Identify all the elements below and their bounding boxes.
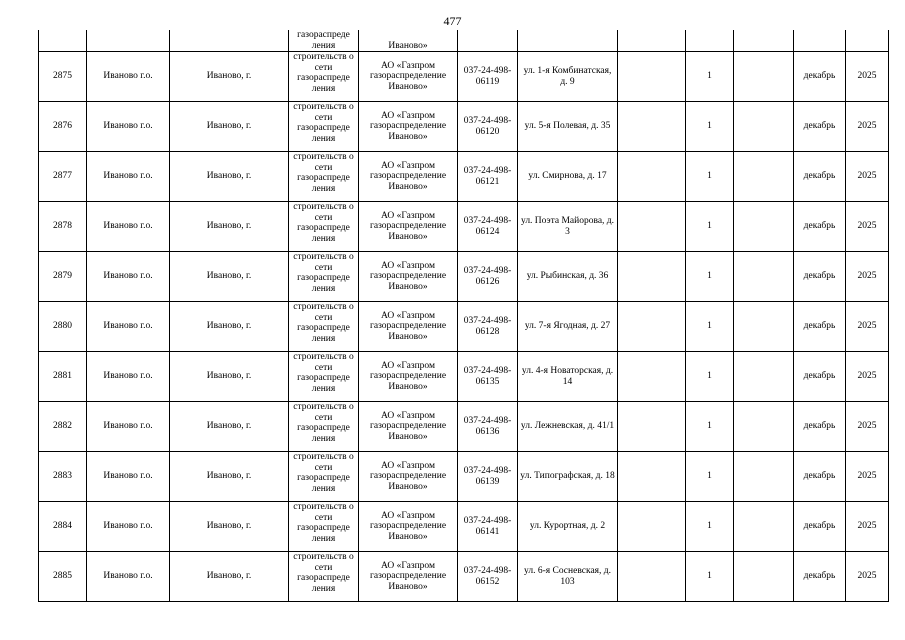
cell-code: 037-24-498-06124 (458, 202, 518, 252)
cell-code: 037-24-498-06126 (458, 252, 518, 302)
cell-district: Иваново г.о. (87, 252, 170, 302)
cell-year: 2025 (846, 52, 889, 102)
cell-purpose: строительств о сети газораспреде ления (289, 502, 359, 552)
cell-empty-1 (618, 502, 686, 552)
cell-n (39, 30, 87, 52)
table-row (39, 252, 889, 302)
cell-org: Иваново» (359, 30, 458, 52)
cell-address: ул. 5-я Полевая, д. 35 (518, 102, 618, 152)
cell-n: 2878 (39, 202, 87, 252)
cell-district: Иваново г.о. (87, 302, 170, 352)
cell-district: Иваново г.о. (87, 402, 170, 452)
cell-empty-1 (618, 252, 686, 302)
cell-empty-2 (734, 352, 794, 402)
cell-district: Иваново г.о. (87, 202, 170, 252)
cell-purpose: строительств о сети газораспреде ления (289, 202, 359, 252)
table-row (39, 452, 889, 502)
cell-empty-1 (618, 30, 686, 52)
cell-address: ул. Лежневская, д. 41/1 (518, 402, 618, 452)
cell-purpose: строительств о сети газораспреде ления (289, 352, 359, 402)
cell-code: 037-24-498-06119 (458, 52, 518, 102)
cell-qty: 1 (686, 402, 734, 452)
cell-locality: Иваново, г. (170, 502, 289, 552)
cell-year: 2025 (846, 152, 889, 202)
cell-month: декабрь (794, 402, 846, 452)
cell-purpose: строительств о сети газораспреде ления (289, 402, 359, 452)
cell-year: 2025 (846, 302, 889, 352)
cell-code: 037-24-498-06141 (458, 502, 518, 552)
cell-month: декабрь (794, 102, 846, 152)
cell-qty: 1 (686, 502, 734, 552)
cell-qty: 1 (686, 152, 734, 202)
table-row (39, 552, 889, 602)
cell-n: 2876 (39, 102, 87, 152)
cell-n: 2881 (39, 352, 87, 402)
cell-empty-2 (734, 302, 794, 352)
cell-locality: Иваново, г. (170, 402, 289, 452)
cell-empty-1 (618, 402, 686, 452)
cell-month: декабрь (794, 252, 846, 302)
cell-org: АО «Газпром газораспределение Иваново» (359, 352, 458, 402)
cell-empty-1 (618, 202, 686, 252)
cell-n: 2884 (39, 502, 87, 552)
cell-empty-2 (734, 452, 794, 502)
cell-empty-1 (618, 552, 686, 602)
cell-qty: 1 (686, 52, 734, 102)
cell-org: АО «Газпром газораспределение Иваново» (359, 552, 458, 602)
cell-empty-1 (618, 352, 686, 402)
page-number: 477 (443, 14, 462, 28)
cell-code: 037-24-498-06139 (458, 452, 518, 502)
cell-code: 037-24-498-06121 (458, 152, 518, 202)
cell-n: 2885 (39, 552, 87, 602)
cell-empty-2 (734, 402, 794, 452)
cell-month: декабрь (794, 552, 846, 602)
cell-district: Иваново г.о. (87, 152, 170, 202)
cell-code: 037-24-498-06128 (458, 302, 518, 352)
cell-year: 2025 (846, 352, 889, 402)
cell-address: ул. Смирнова, д. 17 (518, 152, 618, 202)
cell-locality: Иваново, г. (170, 252, 289, 302)
cell-address: ул. 6-я Сосневская, д. 103 (518, 552, 618, 602)
cell-purpose: строительств о сети газораспреде ления (289, 52, 359, 102)
cell-purpose: строительств о сети газораспреде ления (289, 452, 359, 502)
cell-district: Иваново г.о. (87, 502, 170, 552)
gas-network-registry-table (38, 30, 889, 602)
cell-empty-1 (618, 302, 686, 352)
cell-code: 037-24-498-06135 (458, 352, 518, 402)
cell-district: Иваново г.о. (87, 352, 170, 402)
cell-empty-1 (618, 52, 686, 102)
cell-purpose: строительств о сети газораспреде ления (289, 102, 359, 152)
cell-n: 2879 (39, 252, 87, 302)
cell-address: ул. Рыбинская, д. 36 (518, 252, 618, 302)
cell-empty-2 (734, 252, 794, 302)
cell-org: АО «Газпром газораспределение Иваново» (359, 502, 458, 552)
cell-n: 2875 (39, 52, 87, 102)
cell-month: декабрь (794, 152, 846, 202)
cell-empty-2 (734, 102, 794, 152)
cell-empty-2 (734, 30, 794, 52)
cell-year: 2025 (846, 102, 889, 152)
cell-qty: 1 (686, 102, 734, 152)
cell-year: 2025 (846, 452, 889, 502)
cell-purpose: строительств о сети газораспреде ления (289, 152, 359, 202)
cell-n: 2882 (39, 402, 87, 452)
cell-code: 037-24-498-06136 (458, 402, 518, 452)
table-row (39, 202, 889, 252)
cell-locality: Иваново, г. (170, 102, 289, 152)
cell-code (458, 30, 518, 52)
cell-address: ул. Типографская, д. 18 (518, 452, 618, 502)
cell-district: Иваново г.о. (87, 552, 170, 602)
cell-qty: 1 (686, 552, 734, 602)
cell-empty-1 (618, 152, 686, 202)
cell-address: ул. Поэта Майорова, д. 3 (518, 202, 618, 252)
table-row (39, 302, 889, 352)
cell-locality: Иваново, г. (170, 52, 289, 102)
cell-address: ул. 4-я Новаторская, д. 14 (518, 352, 618, 402)
cell-purpose: строительств о сети газораспреде ления (289, 252, 359, 302)
cell-code: 037-24-498-06152 (458, 552, 518, 602)
cell-district: Иваново г.о. (87, 102, 170, 152)
cell-year: 2025 (846, 502, 889, 552)
cell-empty-1 (618, 102, 686, 152)
cell-locality: Иваново, г. (170, 552, 289, 602)
cell-n: 2880 (39, 302, 87, 352)
cell-org: АО «Газпром газораспределение Иваново» (359, 302, 458, 352)
cell-org: АО «Газпром газораспределение Иваново» (359, 252, 458, 302)
cell-qty (686, 30, 734, 52)
cell-org: АО «Газпром газораспределение Иваново» (359, 452, 458, 502)
cell-qty: 1 (686, 352, 734, 402)
cell-district: Иваново г.о. (87, 52, 170, 102)
cell-address: ул. Курортная, д. 2 (518, 502, 618, 552)
cell-empty-2 (734, 552, 794, 602)
cell-qty: 1 (686, 252, 734, 302)
cell-locality: Иваново, г. (170, 352, 289, 402)
cell-address: ул. 1-я Комбинатская, д. 9 (518, 52, 618, 102)
cell-month: декабрь (794, 202, 846, 252)
cell-org: АО «Газпром газораспределение Иваново» (359, 52, 458, 102)
cell-empty-2 (734, 152, 794, 202)
table-row (39, 152, 889, 202)
cell-year: 2025 (846, 252, 889, 302)
cell-month: декабрь (794, 452, 846, 502)
continuation-row (39, 30, 889, 52)
cell-purpose: строительств о сети газораспреде ления (289, 302, 359, 352)
cell-year: 2025 (846, 202, 889, 252)
cell-qty: 1 (686, 452, 734, 502)
cell-org: АО «Газпром газораспределение Иваново» (359, 102, 458, 152)
cell-address: ул. 7-я Ягодная, д. 27 (518, 302, 618, 352)
cell-n: 2877 (39, 152, 87, 202)
cell-year (846, 30, 889, 52)
cell-locality (170, 30, 289, 52)
cell-qty: 1 (686, 302, 734, 352)
cell-month: декабрь (794, 302, 846, 352)
cell-org: АО «Газпром газораспределение Иваново» (359, 152, 458, 202)
table-row (39, 52, 889, 102)
cell-org: АО «Газпром газораспределение Иваново» (359, 202, 458, 252)
cell-qty: 1 (686, 202, 734, 252)
table-row (39, 352, 889, 402)
cell-district: Иваново г.о. (87, 452, 170, 502)
cell-month: декабрь (794, 352, 846, 402)
cell-month: декабрь (794, 52, 846, 102)
cell-year: 2025 (846, 402, 889, 452)
cell-district (87, 30, 170, 52)
cell-year: 2025 (846, 552, 889, 602)
cell-address (518, 30, 618, 52)
cell-month: декабрь (794, 502, 846, 552)
table-row (39, 102, 889, 152)
cell-empty-2 (734, 202, 794, 252)
cell-purpose: строительств о сети газораспреде ления (289, 552, 359, 602)
cell-empty-2 (734, 502, 794, 552)
cell-locality: Иваново, г. (170, 152, 289, 202)
cell-n: 2883 (39, 452, 87, 502)
cell-org: АО «Газпром газораспределение Иваново» (359, 402, 458, 452)
cell-code: 037-24-498-06120 (458, 102, 518, 152)
cell-empty-2 (734, 52, 794, 102)
cell-locality: Иваново, г. (170, 302, 289, 352)
cell-month (794, 30, 846, 52)
cell-empty-1 (618, 452, 686, 502)
table-row (39, 402, 889, 452)
cell-locality: Иваново, г. (170, 202, 289, 252)
table-row (39, 502, 889, 552)
cell-purpose: газораспреде ления (289, 30, 359, 52)
cell-locality: Иваново, г. (170, 452, 289, 502)
